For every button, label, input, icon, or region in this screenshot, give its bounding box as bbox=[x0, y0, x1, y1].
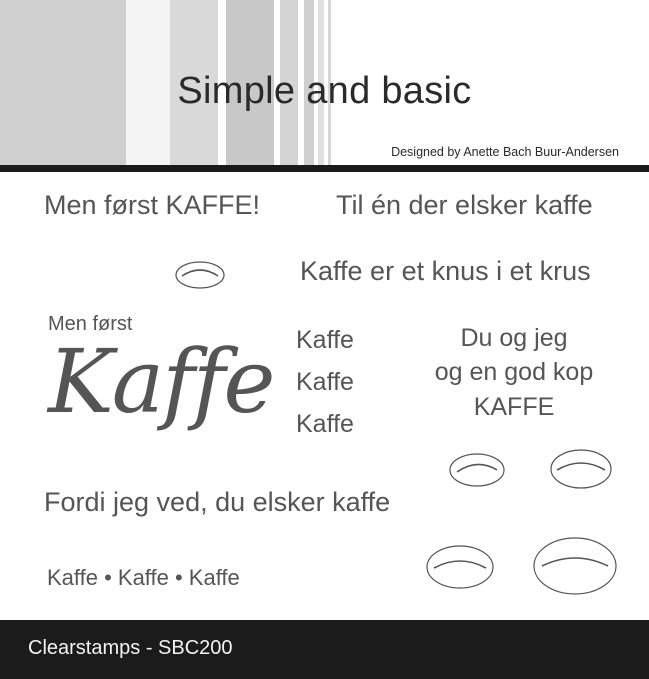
coffee-bean-icon bbox=[425, 544, 495, 590]
stamp-men-forst-small: Men først bbox=[48, 313, 133, 335]
coffee-bean-icon bbox=[549, 448, 613, 490]
stamp-knus: Kaffe er et knus i et krus bbox=[300, 256, 591, 286]
page-title: Simple and basic bbox=[177, 70, 472, 112]
footer-bar bbox=[0, 620, 649, 679]
stamp-fordi: Fordi jeg ved, du elsker kaffe bbox=[44, 487, 391, 517]
header-rule bbox=[0, 165, 649, 172]
stamp-du-og-jeg-3: KAFFE bbox=[473, 393, 555, 421]
stamp-kaffe-2: Kaffe bbox=[296, 368, 354, 396]
stamp-til-en: Til én der elsker kaffe bbox=[336, 190, 593, 220]
coffee-bean-icon bbox=[448, 452, 506, 488]
stamp-kaffe-1: Kaffe bbox=[296, 326, 354, 354]
stamp-men-forst-kaffe: Men først KAFFE! bbox=[44, 190, 261, 220]
coffee-bean-icon bbox=[532, 536, 618, 596]
stamp-du-og-jeg-1: Du og jeg bbox=[460, 324, 568, 352]
stamp-du-og-jeg-2: og en god kop bbox=[434, 358, 594, 386]
stamp-kaffe-row: Kaffe • Kaffe • Kaffe bbox=[47, 565, 240, 590]
coffee-bean-icon bbox=[174, 260, 226, 290]
stamp-kaffe-3: Kaffe bbox=[296, 410, 354, 438]
product-code: Clearstamps - SBC200 bbox=[28, 637, 233, 659]
header-band bbox=[0, 0, 649, 172]
stamp-script-kaffe: Kaffe bbox=[48, 330, 274, 433]
designer-credit: Designed by Anette Bach Buur-Andersen bbox=[391, 145, 619, 159]
